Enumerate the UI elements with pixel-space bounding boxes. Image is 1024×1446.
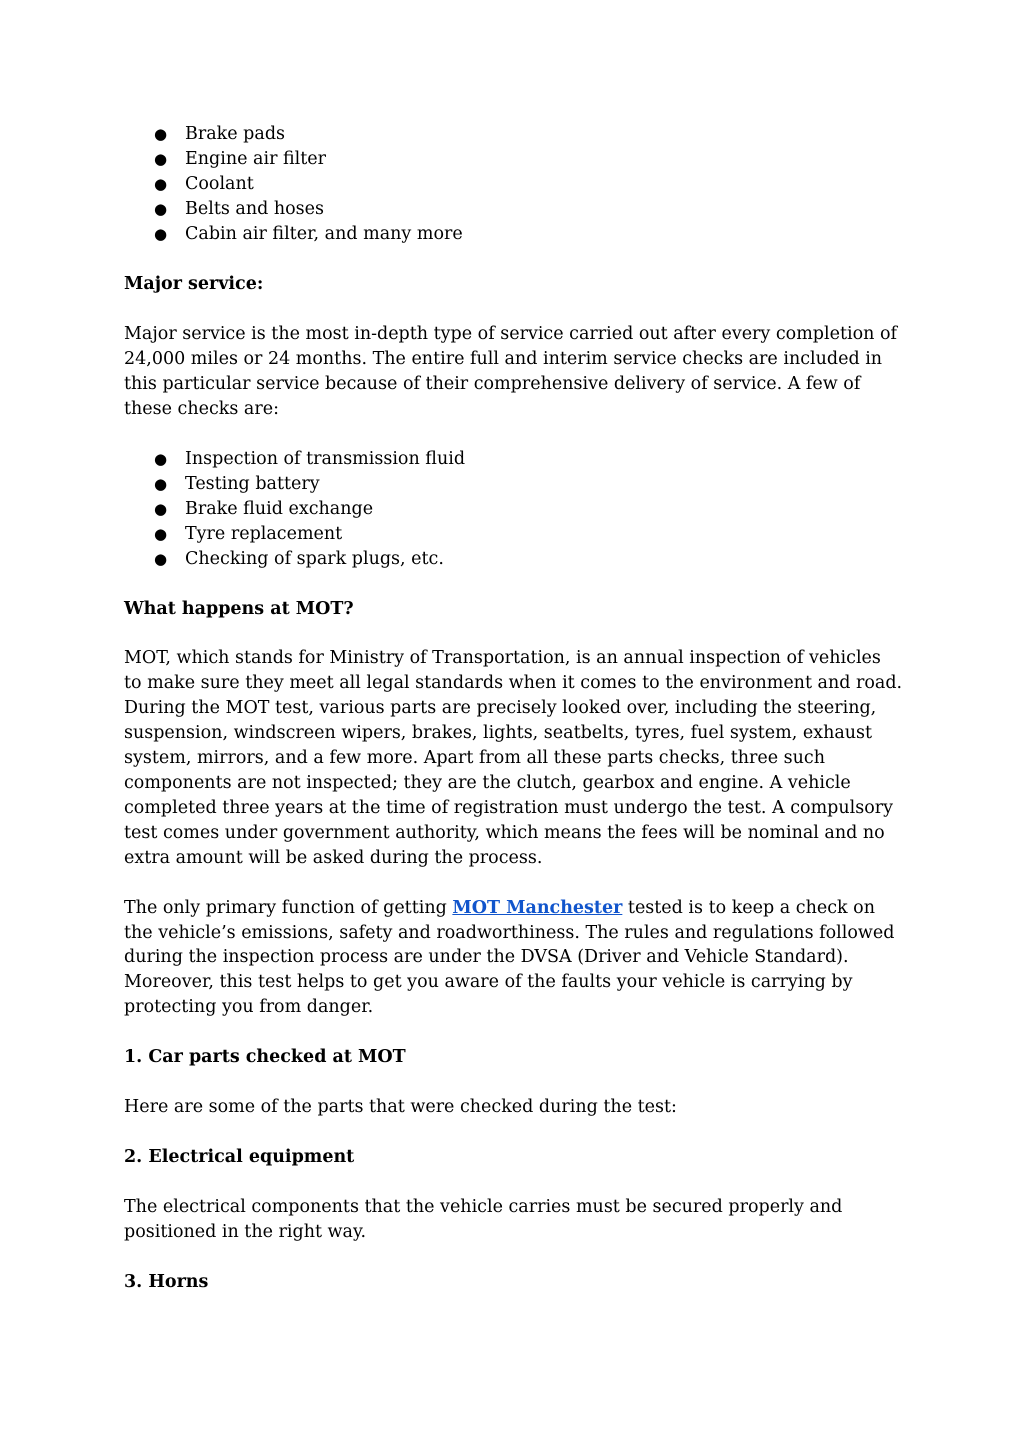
- mot-function-paragraph: The only primary function of getting MOT Manchester tested is to keep a check on the vehicle’s emissions, safety and roadworthiness. The rules and regulations followed during the inspection process are under the DVSA (Driver and Vehicle Standard). Moreover, this test helps to get you aware of the faults your vehicle is carrying by protecting you from danger.: [124, 897, 895, 1018]
- major-service-paragraph: Major service is the most in-depth type of service carried out after every completion of 24,000 miles or 24 months. The entire full and interim service checks are included in this particular service because of their comprehensive delivery of service. A few of these checks are:: [124, 323, 897, 419]
- bullet-icon: ●: [154, 524, 168, 543]
- list-item: ● Coolant: [124, 172, 904, 197]
- list-item: ● Brake fluid exchange: [124, 497, 904, 522]
- bullet-icon: ●: [154, 200, 168, 218]
- bullet-icon: ●: [154, 549, 168, 568]
- list-item: ● Checking of spark plugs, etc.: [124, 547, 904, 572]
- bullet-icon: ●: [154, 175, 168, 193]
- section-3-heading: 3. Horns: [124, 1271, 209, 1292]
- section-1-heading: 1. Car parts checked at MOT: [124, 1047, 406, 1068]
- mot-heading: What happens at MOT?: [124, 598, 354, 619]
- bullet-icon: ●: [154, 150, 168, 168]
- bullet-icon: ●: [154, 499, 168, 518]
- list-item: ● Belts and hoses: [124, 197, 904, 222]
- section-2-paragraph: The electrical components that the vehicle carries must be secured properly and positioned in the right way.: [124, 1196, 843, 1242]
- mot-paragraph: MOT, which stands for Ministry of Transportation, is an annual inspection of vehicles to make sure they meet all legal standards when it comes to the environment and road. During the MOT test, various parts are precisely looked over, including the steering, suspension, windscreen wipers, brakes, lights, seatbelts, tyres, fuel system, exhaust system, mirrors, and a few more. Apart from all these parts checks, three such components are not inspected; they are the clutch, gearbox and engine. A vehicle completed three years at the time of registration must undergo the test. A compulsory test comes under government authority, which means the fees will be nominal and no extra amount will be asked during the process.: [124, 648, 903, 868]
- bullet-icon: ●: [154, 225, 168, 243]
- list-item: ● Testing battery: [124, 472, 904, 497]
- bullet-list-service-items: [124, 122, 904, 247]
- document-page: [124, 122, 904, 1295]
- list-item: ● Tyre replacement: [124, 522, 904, 547]
- list-item: ● Engine air filter: [124, 147, 904, 172]
- section-1-paragraph: Here are some of the parts that were checked during the test:: [124, 1097, 677, 1118]
- list-item: ● Cabin air filter, and many more: [124, 222, 904, 247]
- major-service-heading: Major service:: [124, 274, 264, 294]
- list-item: ● Brake pads: [124, 122, 904, 147]
- section-2-heading: 2. Electrical equipment: [124, 1146, 355, 1167]
- bullet-list-major-checks: [124, 447, 904, 572]
- bullet-icon: ●: [154, 449, 168, 468]
- list-item: ● Inspection of transmission fluid: [124, 447, 904, 472]
- mot-manchester-link[interactable]: MOT Manchester: [452, 897, 623, 918]
- bullet-icon: ●: [154, 474, 168, 493]
- bullet-icon: ●: [154, 125, 168, 143]
